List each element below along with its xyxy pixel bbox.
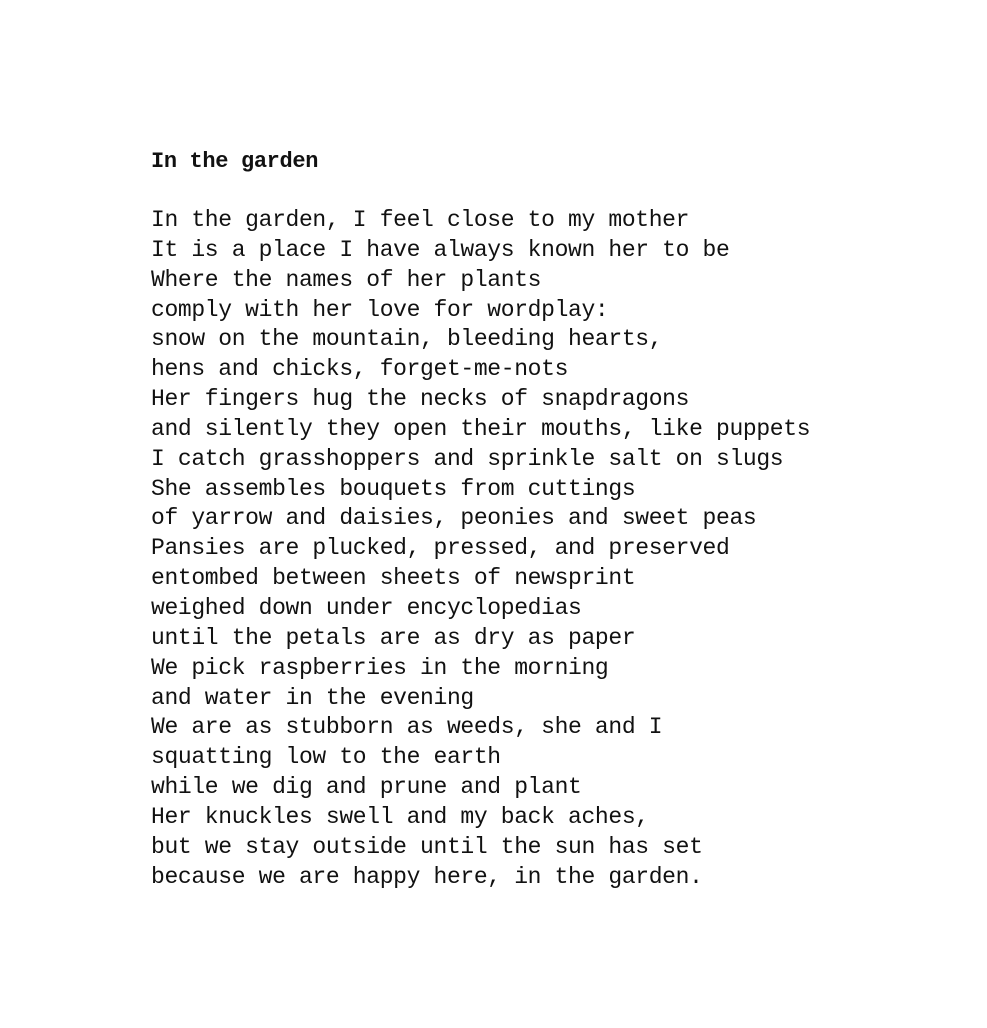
- poem-line: snow on the mountain, bleeding hearts,: [151, 326, 663, 353]
- poem-line: Her fingers hug the necks of snapdragons: [151, 386, 690, 413]
- poem-body: [151, 206, 971, 892]
- poem-line: entombed between sheets of newsprint: [151, 565, 636, 592]
- poem-line: comply with her love for wordplay:: [151, 296, 609, 323]
- poem-line: while we dig and prune and plant: [151, 774, 582, 801]
- poem-line: of yarrow and daisies, peonies and sweet peas: [151, 505, 757, 532]
- poem-line: Where the names of her plants: [151, 266, 542, 293]
- poem-line: She assembles bouquets from cuttings: [151, 475, 636, 502]
- poem-line: Her knuckles swell and my back aches,: [151, 803, 649, 830]
- poem-line: until the petals are as dry as paper: [151, 624, 636, 651]
- poem-line: squatting low to the earth: [151, 744, 501, 771]
- poem-line: and water in the evening: [151, 684, 474, 711]
- poem-line: I catch grasshoppers and sprinkle salt on slugs: [151, 445, 784, 472]
- poem-title: In the garden: [151, 149, 319, 174]
- poem: [151, 147, 971, 892]
- poem-line: We are as stubborn as weeds, she and I: [151, 714, 663, 741]
- poem-line: but we stay outside until the sun has set: [151, 833, 703, 860]
- poem-line: We pick raspberries in the morning: [151, 654, 609, 681]
- poem-line: Pansies are plucked, pressed, and preserved: [151, 535, 730, 562]
- poem-line: It is a place I have always known her to be: [151, 236, 730, 263]
- poem-line: and silently they open their mouths, like puppets: [151, 415, 811, 442]
- poem-line: because we are happy here, in the garden.: [151, 863, 703, 890]
- poem-line: weighed down under encyclopedias: [151, 594, 582, 621]
- poem-line: In the garden, I feel close to my mother: [151, 207, 690, 233]
- poem-line: hens and chicks, forget-me-nots: [151, 356, 569, 383]
